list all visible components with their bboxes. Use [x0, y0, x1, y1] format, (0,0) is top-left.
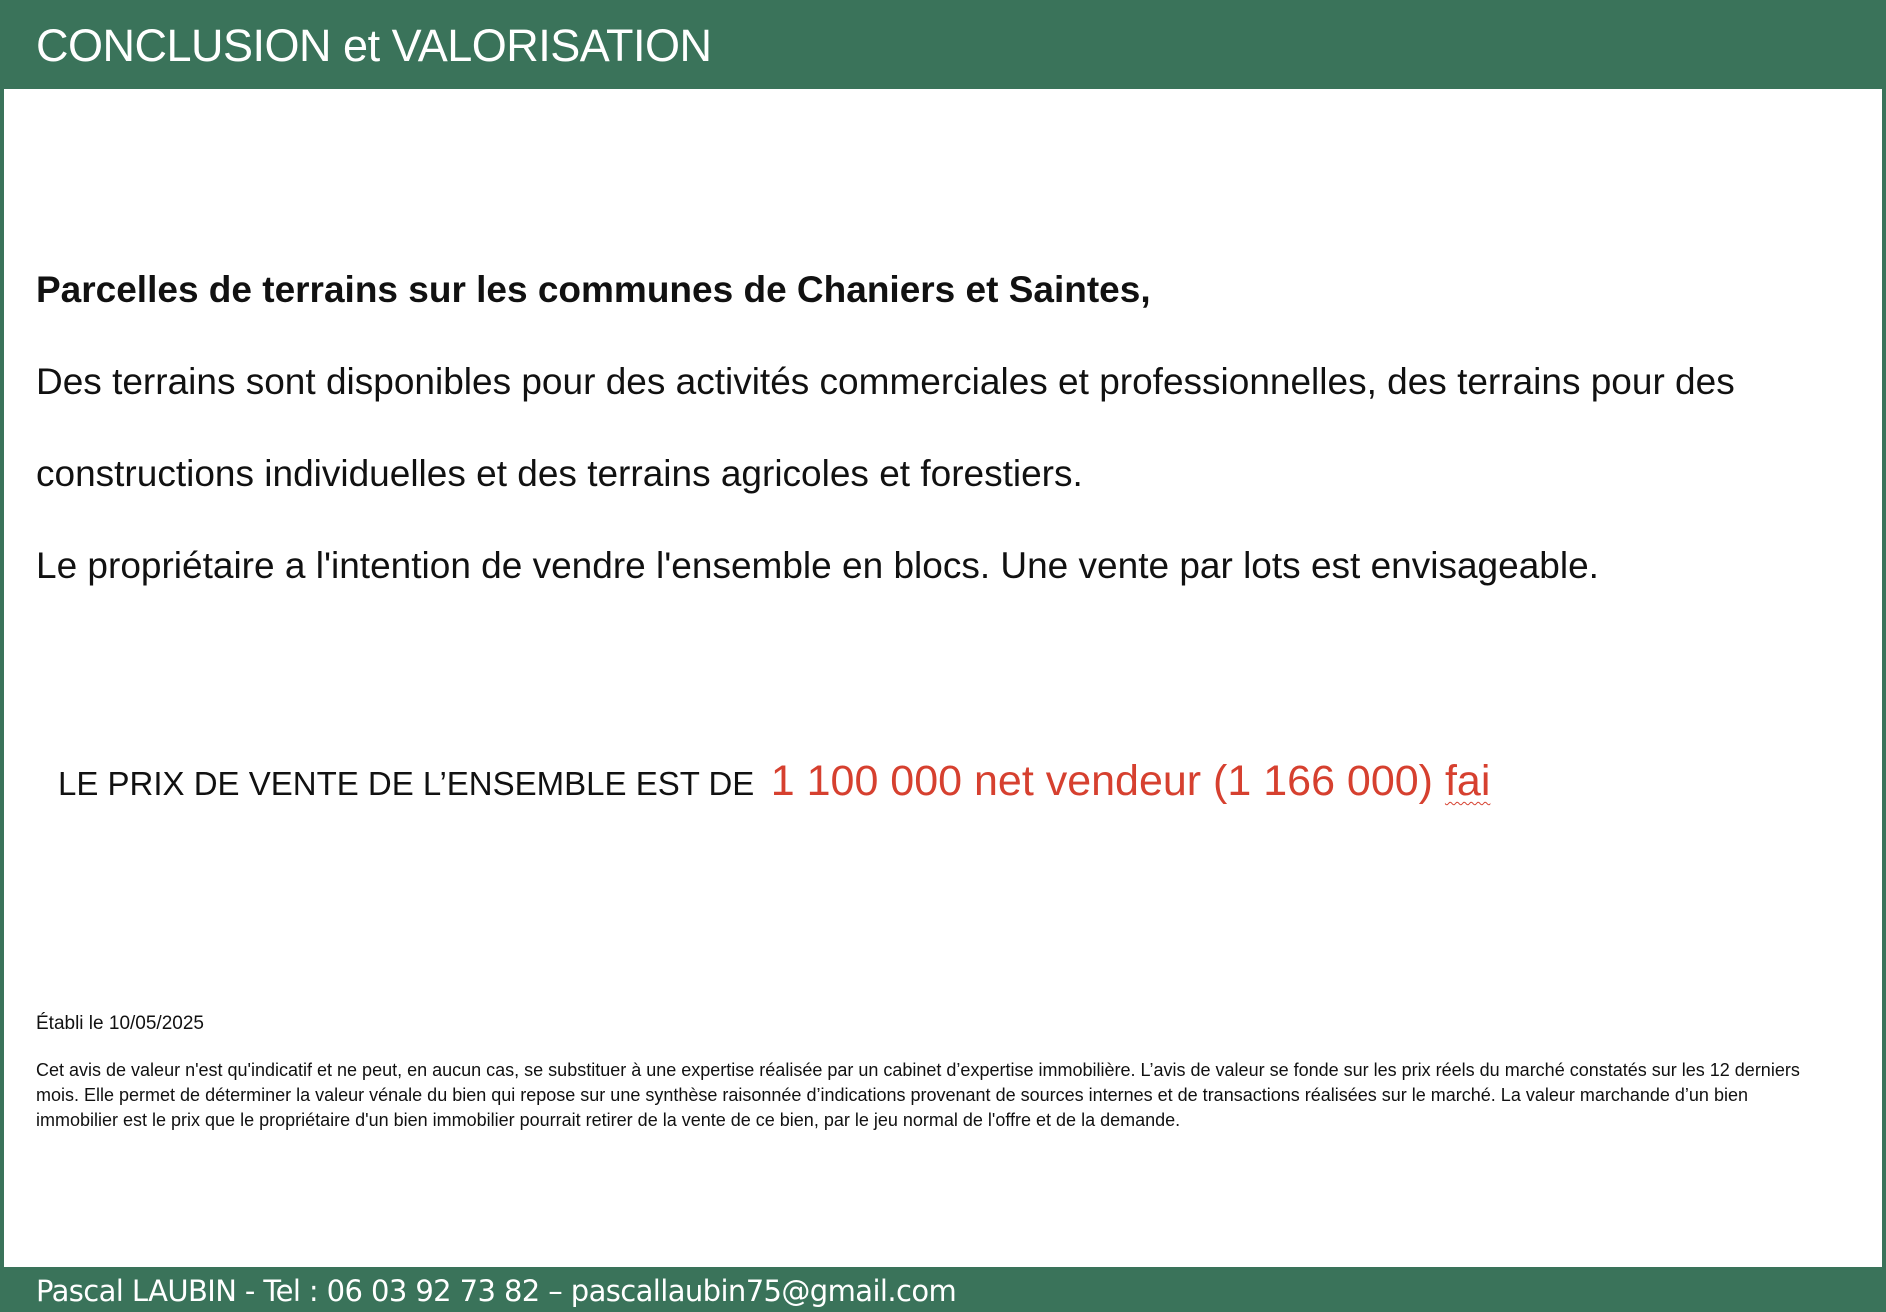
- page-title: CONCLUSION et VALORISATION: [36, 20, 712, 71]
- subject-heading: Parcelles de terrains sur les communes de Chaniers et Saintes,: [36, 269, 1151, 310]
- disclaimer-text: Cet avis de valeur n'est qu'indicatif et ne peut, en aucun cas, se substituer à une expertise réalisée par un cabinet d’expertise immobilière. L’avis de valeur se fonde sur les prix réels du marché constatés sur les 12 derniers mois. Elle permet de déterminer la valeur vénale du bien qui repose sur une synthèse raisonnée d’indications provenant de sources internes et de transactions réalisées sur le marché. La valeur marchande d’un bien immobilier est le prix que le propriétaire d'un bien immobilier pourrait retirer de la vente de ce bien, par le jeu normal de l'offre et de la demande.: [36, 1060, 1800, 1130]
- price-amount: 1 100 000 net vendeur (1 166 000): [770, 757, 1433, 805]
- content-area: [4, 89, 1882, 1267]
- header-bar: [0, 0, 1886, 88]
- description-line-1: Des terrains sont disponibles pour des activités commerciales et professionnelles, des terrains pour des: [36, 361, 1735, 402]
- price-label: LE PRIX DE VENTE DE L’ENSEMBLE EST DE: [58, 765, 755, 802]
- footer-contact: Pascal LAUBIN - Tel : 06 03 92 73 82 – pascallaubin75@gmail.com: [36, 1274, 957, 1308]
- description-line-2: constructions individuelles et des terrains agricoles et forestiers.: [36, 453, 1083, 494]
- price-value: [771, 757, 1491, 805]
- issue-date: Établi le 10/05/2025: [36, 1013, 204, 1034]
- price-suffix: fai: [1444, 757, 1491, 805]
- footer-bar: [0, 1267, 1886, 1312]
- price-statement: [58, 757, 1490, 806]
- description-line-3: Le propriétaire a l'intention de vendre l'ensemble en blocs. Une vente par lots est envisageable.: [36, 545, 1599, 586]
